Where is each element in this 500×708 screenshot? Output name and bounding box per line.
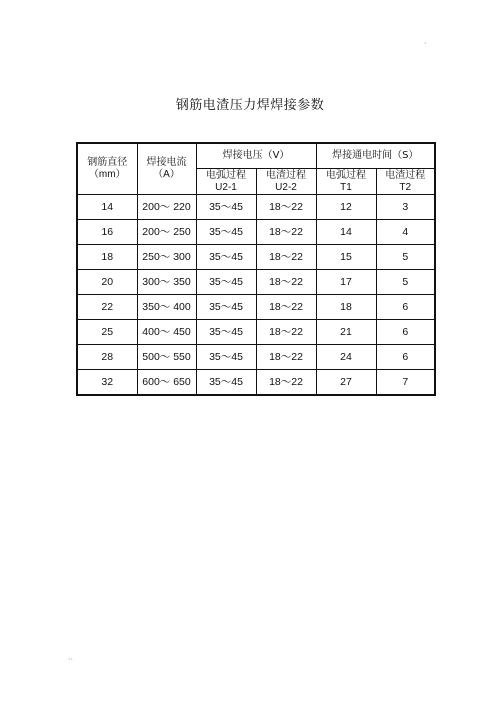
- cell-diameter: 20: [77, 270, 137, 295]
- cell-arc-voltage: 35～45: [196, 295, 256, 320]
- header-row-1: [77, 143, 435, 169]
- cell-current: 600～ 650: [137, 370, 196, 396]
- header-t2-name: 电渣过程: [385, 169, 426, 181]
- cell-diameter: 25: [77, 320, 137, 345]
- cell-arc-voltage: 35～45: [196, 345, 256, 370]
- header-t2-code: T2: [399, 181, 412, 193]
- header-u22: [256, 169, 316, 195]
- page-mark-bottom: ··: [68, 655, 74, 664]
- table-row: [77, 295, 435, 320]
- header-t1: [316, 169, 376, 195]
- cell-arc-voltage: 35～45: [196, 245, 256, 270]
- cell-slag-time: 3: [376, 195, 435, 220]
- cell-arc-time: 24: [316, 345, 376, 370]
- cell-slag-time: 6: [376, 320, 435, 345]
- cell-arc-time: 17: [316, 270, 376, 295]
- table-row: [77, 370, 435, 396]
- table-row: [77, 220, 435, 245]
- cell-current: 250～ 300: [137, 245, 196, 270]
- header-diameter-label: 钢筋直径: [87, 157, 128, 168]
- table-row: [77, 345, 435, 370]
- cell-diameter: 16: [77, 220, 137, 245]
- cell-arc-voltage: 35～45: [196, 320, 256, 345]
- cell-arc-voltage: 35～45: [196, 370, 256, 396]
- cell-arc-time: 18: [316, 295, 376, 320]
- cell-arc-voltage: 35～45: [196, 270, 256, 295]
- cell-diameter: 18: [77, 245, 137, 270]
- cell-arc-time: 15: [316, 245, 376, 270]
- header-u22-name: 电渣过程: [266, 169, 306, 181]
- cell-slag-voltage: 18～22: [256, 220, 316, 245]
- cell-slag-voltage: 18～22: [256, 295, 316, 320]
- cell-slag-voltage: 18～22: [256, 345, 316, 370]
- table-row: [77, 195, 435, 220]
- header-diameter: [77, 143, 137, 195]
- cell-slag-time: 6: [376, 345, 435, 370]
- cell-slag-time: 6: [376, 295, 435, 320]
- page-mark-top: ·: [424, 39, 427, 48]
- table-row: [77, 245, 435, 270]
- header-u21: [196, 169, 256, 195]
- cell-current: 500～ 550: [137, 345, 196, 370]
- cell-slag-voltage: 18～22: [256, 245, 316, 270]
- table-row: [77, 320, 435, 345]
- cell-slag-time: 5: [376, 270, 435, 295]
- header-t1-code: T1: [340, 181, 352, 193]
- header-current: [137, 143, 196, 195]
- header-u21-name: 电弧过程: [206, 169, 246, 181]
- header-diameter-unit: （mm）: [88, 169, 126, 180]
- cell-diameter: 22: [77, 295, 137, 320]
- cell-current: 300～ 350: [137, 270, 196, 295]
- cell-slag-time: 7: [376, 370, 435, 396]
- header-voltage: 焊接电压（V）: [196, 143, 316, 169]
- document-title: 钢筋电渣压力焊焊接参数: [175, 98, 325, 113]
- cell-arc-time: 27: [316, 370, 376, 396]
- cell-arc-time: 12: [316, 195, 376, 220]
- header-time: 焊接通电时间（S）: [316, 143, 435, 169]
- cell-slag-voltage: 18～22: [256, 320, 316, 345]
- cell-current: 400～ 450: [137, 320, 196, 345]
- cell-arc-voltage: 35～45: [196, 220, 256, 245]
- header-u22-code: U2-2: [275, 181, 297, 193]
- header-current-label: 焊接电流: [146, 157, 187, 168]
- cell-slag-voltage: 18～22: [256, 195, 316, 220]
- cell-diameter: 14: [77, 195, 137, 220]
- welding-parameters-table: [76, 142, 436, 396]
- cell-diameter: 28: [77, 345, 137, 370]
- cell-current: 350～ 400: [137, 295, 196, 320]
- header-u21-code: U2-1: [215, 181, 237, 193]
- cell-arc-voltage: 35～45: [196, 195, 256, 220]
- table-row: [77, 270, 435, 295]
- cell-slag-time: 5: [376, 245, 435, 270]
- cell-slag-voltage: 18～22: [256, 270, 316, 295]
- cell-arc-time: 14: [316, 220, 376, 245]
- cell-diameter: 32: [77, 370, 137, 396]
- header-t2: [376, 169, 435, 195]
- header-t1-name: 电弧过程: [326, 169, 366, 181]
- cell-slag-time: 4: [376, 220, 435, 245]
- cell-slag-voltage: 18～22: [256, 370, 316, 396]
- cell-arc-time: 21: [316, 320, 376, 345]
- cell-current: 200～ 220: [137, 195, 196, 220]
- header-current-unit: （A）: [153, 169, 180, 180]
- cell-current: 200～ 250: [137, 220, 196, 245]
